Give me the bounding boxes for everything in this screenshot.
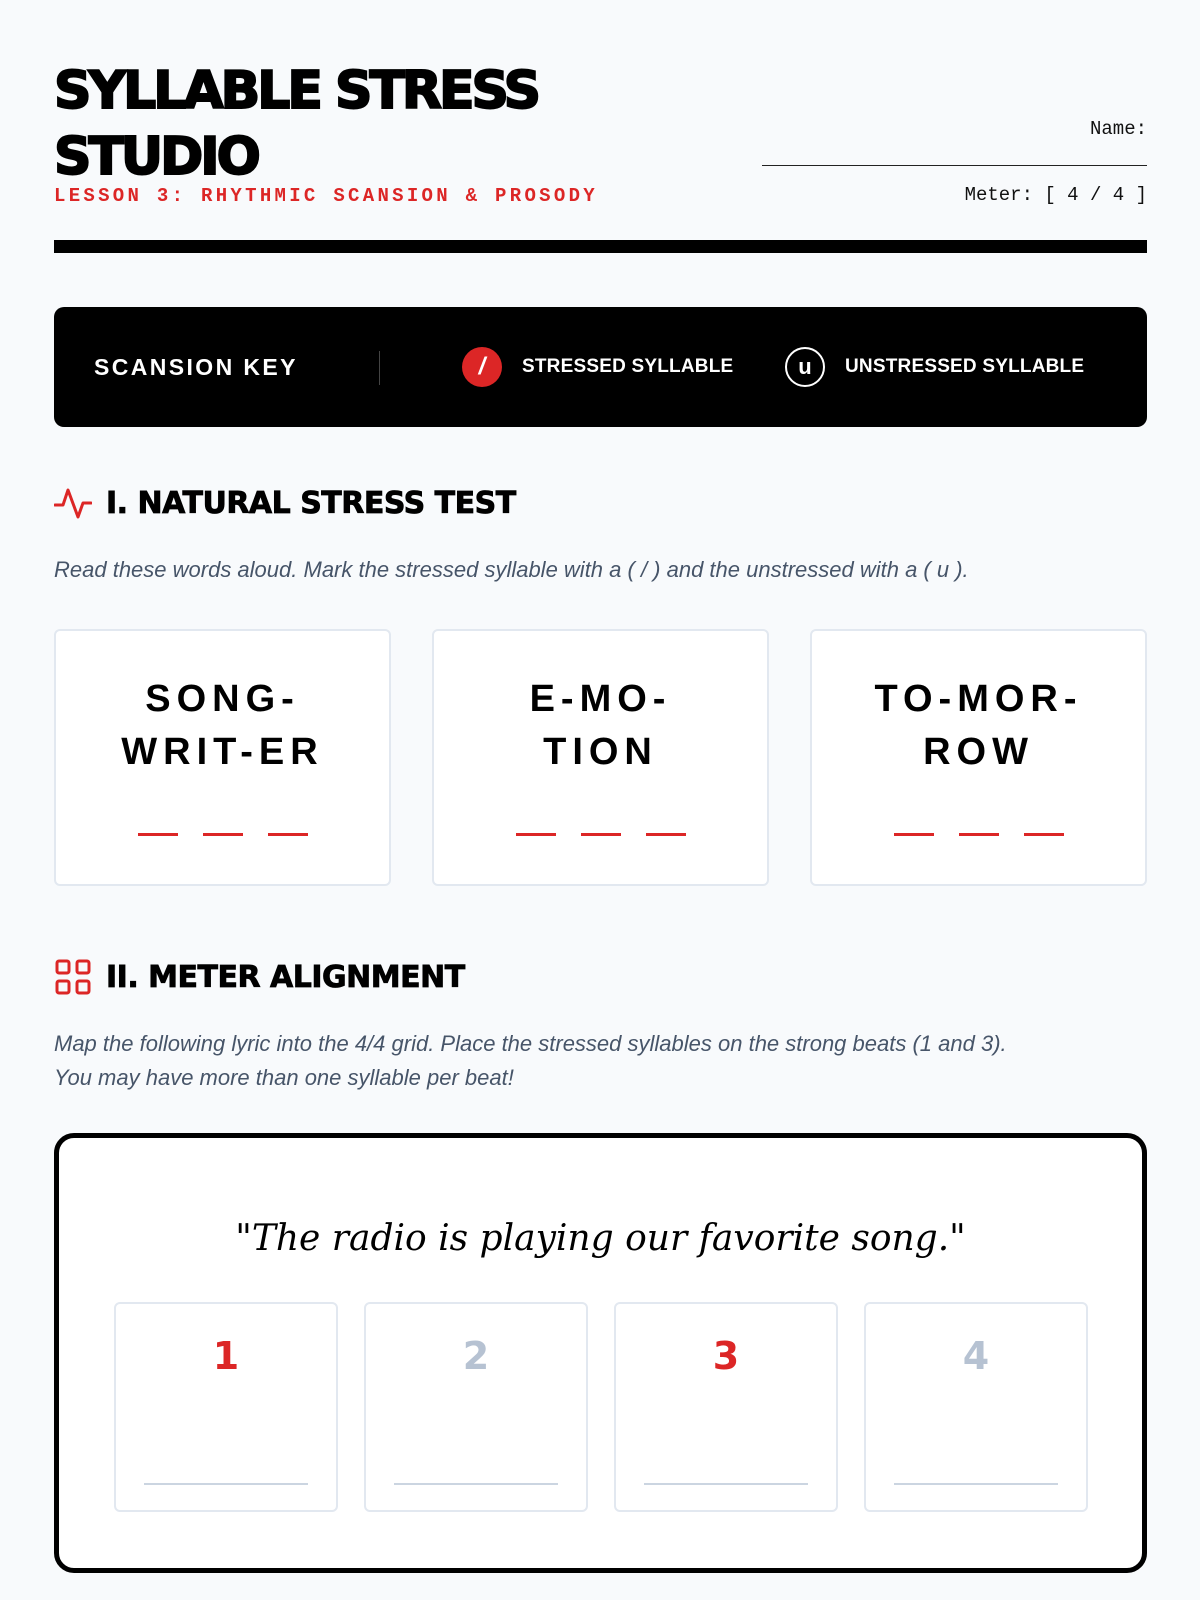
unstressed-key-item <box>785 347 1084 387</box>
stressed-key-item <box>462 347 733 387</box>
beat-number: 1 <box>212 1334 240 1378</box>
stressed-symbol-icon: / <box>462 347 502 387</box>
meter-label: Meter: [ 4 / 4 ] <box>964 184 1147 206</box>
instructions-line: You may have more than one syllable per beat! <box>54 1065 514 1090</box>
beat-number: 3 <box>712 1334 740 1378</box>
stress-blank[interactable] <box>203 833 243 836</box>
beat-box[interactable] <box>614 1302 838 1512</box>
beat-number: 2 <box>462 1334 490 1378</box>
word-line: E-MO- <box>529 678 672 720</box>
meter-grid-box <box>54 1133 1147 1573</box>
name-label: Name: <box>1089 118 1147 140</box>
lesson-subtitle: LESSON 3: RHYTHMIC SCANSION & PROSODY <box>54 185 598 207</box>
word-line: ROW <box>923 731 1034 773</box>
stress-mark-blanks <box>434 833 767 836</box>
section-2-instructions <box>54 1027 1147 1095</box>
word-card <box>432 629 769 886</box>
word-card <box>810 629 1147 886</box>
page-title <box>54 58 538 190</box>
word-card <box>54 629 391 886</box>
beat-answer-line[interactable] <box>144 1483 308 1485</box>
stressed-label: STRESSED SYLLABLE <box>522 356 734 377</box>
word-text <box>434 673 767 779</box>
beat-answer-line[interactable] <box>394 1483 558 1485</box>
stress-blank[interactable] <box>959 833 999 836</box>
stress-blank[interactable] <box>516 833 556 836</box>
section-2-title: II. METER ALIGNMENT <box>106 959 465 995</box>
stress-blank[interactable] <box>1024 833 1064 836</box>
word-line: SONG- <box>145 678 300 720</box>
word-line: TION <box>543 731 658 773</box>
grid-icon <box>54 958 92 996</box>
stress-blank[interactable] <box>646 833 686 836</box>
scansion-key <box>54 307 1147 427</box>
beat-answer-line[interactable] <box>894 1483 1058 1485</box>
lyric-text: "The radio is playing our favorite song." <box>235 1218 966 1259</box>
stress-blank[interactable] <box>894 833 934 836</box>
scansion-key-title: SCANSION KEY <box>94 354 298 380</box>
student-meta <box>762 118 1147 206</box>
word-cards <box>54 629 1147 886</box>
header-divider <box>54 240 1147 253</box>
beat-box[interactable] <box>864 1302 1088 1512</box>
stress-mark-blanks <box>56 833 389 836</box>
header <box>54 0 1147 254</box>
section-1-heading <box>54 484 516 522</box>
title-line-2: STUDIO <box>54 127 258 187</box>
section-1-instructions: Read these words aloud. Mark the stressed syllable with a ( / ) and the unstressed with a ( u ). <box>54 557 969 582</box>
stress-blank[interactable] <box>581 833 621 836</box>
beat-answer-line[interactable] <box>644 1483 808 1485</box>
word-line: TO-MOR- <box>874 678 1083 720</box>
worksheet-page <box>54 0 1147 1378</box>
stress-blank[interactable] <box>268 833 308 836</box>
word-text <box>812 673 1145 779</box>
instructions-line: Map the following lyric into the 4/4 grid. Place the stressed syllables on the strong beats (1 and 3). <box>54 1031 1007 1056</box>
title-line-1: SYLLABLE STRESS <box>54 61 539 121</box>
beat-box[interactable] <box>364 1302 588 1512</box>
stress-blank[interactable] <box>138 833 178 836</box>
beat-box[interactable] <box>114 1302 338 1512</box>
unstressed-label: UNSTRESSED SYLLABLE <box>845 356 1085 377</box>
activity-pulse-icon <box>54 484 92 522</box>
section-1-title: I. NATURAL STRESS TEST <box>106 485 516 521</box>
beat-number: 4 <box>962 1334 990 1378</box>
unstressed-symbol-icon: u <box>785 347 825 387</box>
word-text <box>56 673 389 779</box>
stress-mark-blanks <box>812 833 1145 836</box>
word-line: WRIT-ER <box>121 731 324 773</box>
section-2-heading <box>54 958 465 996</box>
key-divider <box>379 351 380 385</box>
